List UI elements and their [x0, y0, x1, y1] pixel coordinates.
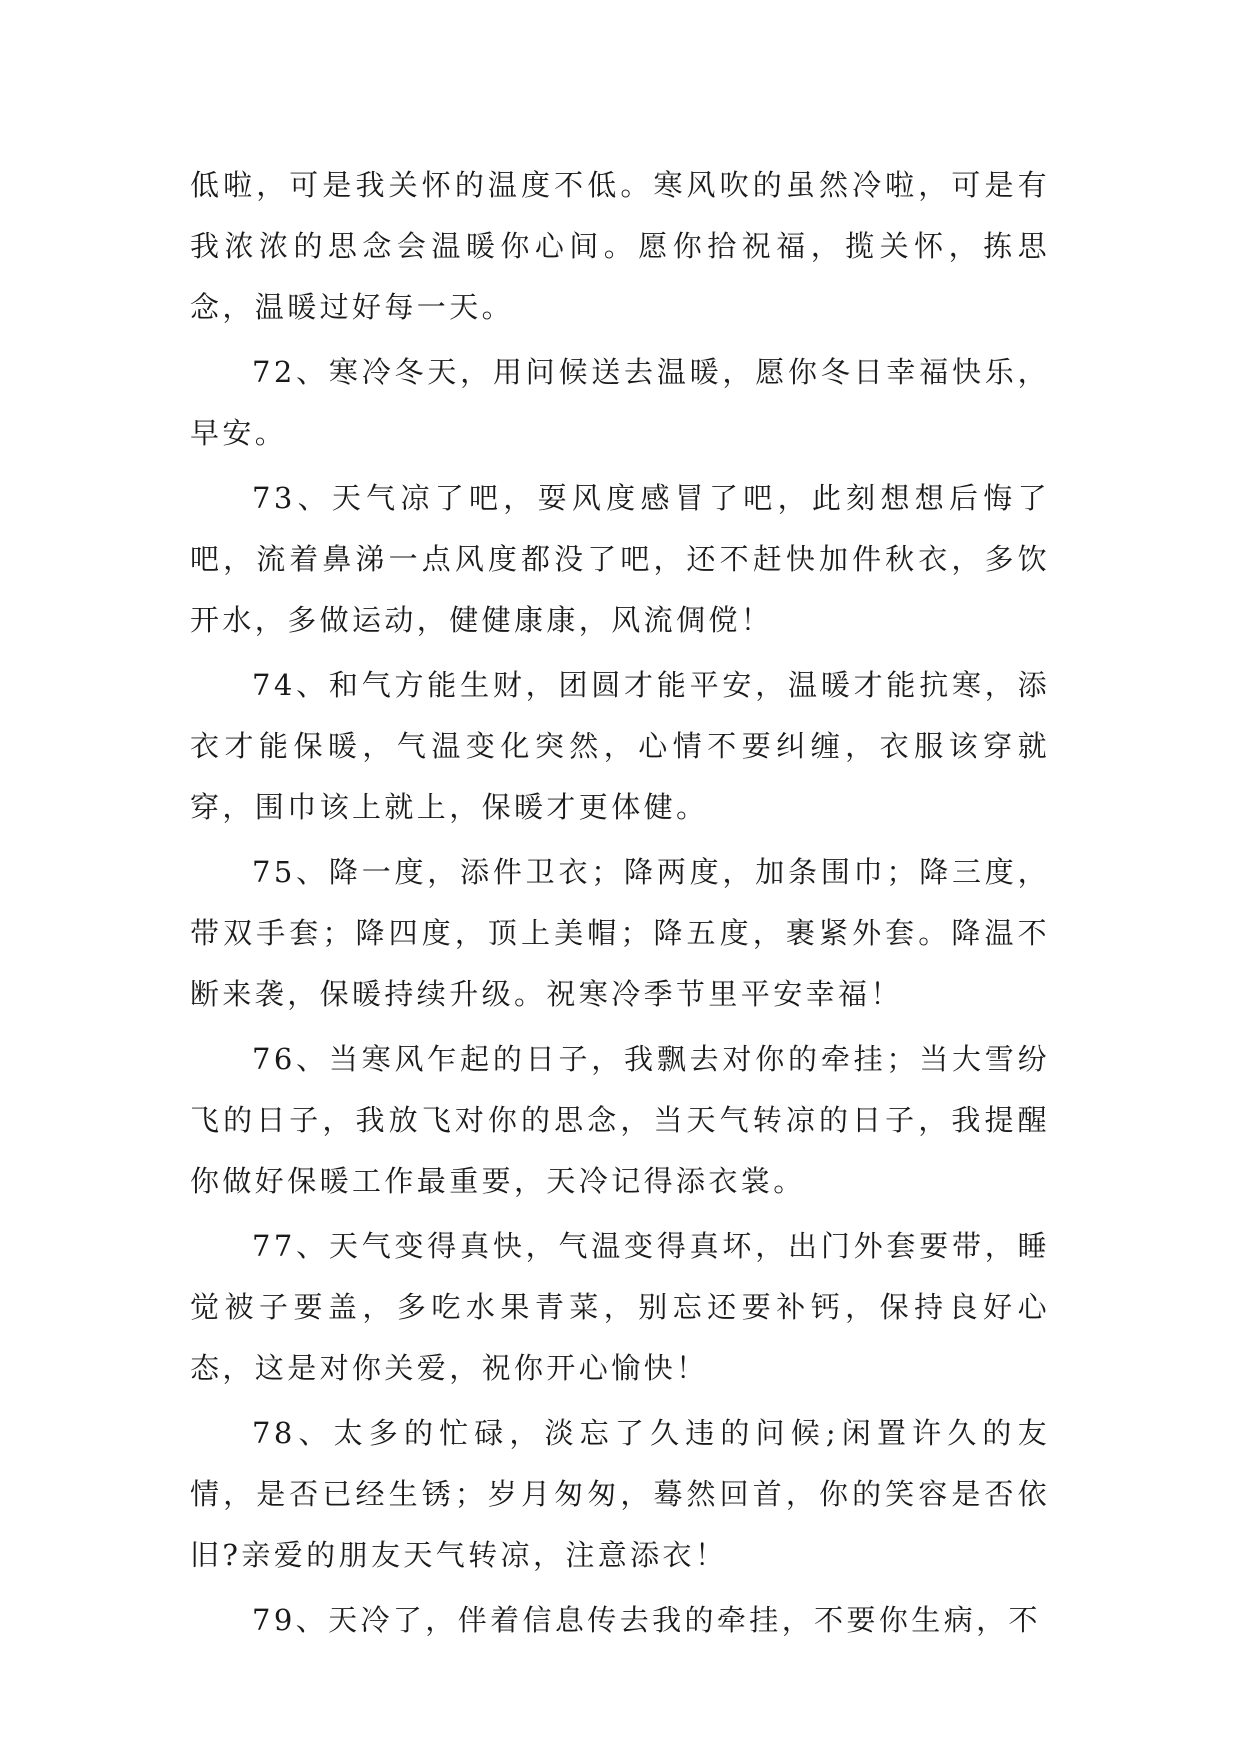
paragraph-78: 78、太多的忙碌，淡忘了久违的问候;闲置许久的友情，是否已经生锈；岁月匆匆，蓦然回首，你的笑容是否依旧?亲爱的朋友天气转凉，注意添衣！ — [190, 1416, 1050, 1572]
paragraph-77: 77、天气变得真快，气温变得真坏，出门外套要带，睡觉被子要盖，多吃水果青菜，别忘还要补钙，保持良好心态，这是对你关爱，祝你开心愉快！ — [190, 1229, 1050, 1385]
paragraph-73: 73、天气凉了吧，耍风度感冒了吧，此刻想想后悔了吧，流着鼻涕一点风度都没了吧，还不赶快加件秋衣，多饮开水，多做运动，健健康康，风流倜傥！ — [190, 481, 1050, 637]
paragraph-79: 79、天冷了，伴着信息传去我的牵挂，不要你生病，不 — [252, 1603, 1041, 1637]
paragraph-74: 74、和气方能生财，团圆才能平安，温暖才能抗寒，添衣才能保暖，气温变化突然，心情不要纠缠，衣服该穿就穿，围巾该上就上，保暖才更体健。 — [190, 668, 1050, 824]
paragraph-75: 75、降一度，添件卫衣；降两度，加条围巾；降三度，带双手套；降四度，顶上美帽；降五度，裹紧外套。降温不断来袭，保暖持续升级。祝寒冷季节里平安幸福！ — [190, 855, 1050, 1011]
paragraph-continuation: 低啦，可是我关怀的温度不低。寒风吹的虽然冷啦，可是有我浓浓的思念会温暖你心间。愿你拾祝福，揽关怀，拣思念，温暖过好每一天。 — [190, 168, 1050, 324]
paragraph-76: 76、当寒风乍起的日子，我飘去对你的牵挂；当大雪纷飞的日子，我放飞对你的思念，当天气转凉的日子，我提醒你做好保暖工作最重要，天冷记得添衣裳。 — [190, 1042, 1050, 1198]
paragraph-72: 72、寒冷冬天，用问候送去温暖，愿你冬日幸福快乐，早安。 — [190, 355, 1050, 450]
document-body — [190, 155, 1050, 1655]
